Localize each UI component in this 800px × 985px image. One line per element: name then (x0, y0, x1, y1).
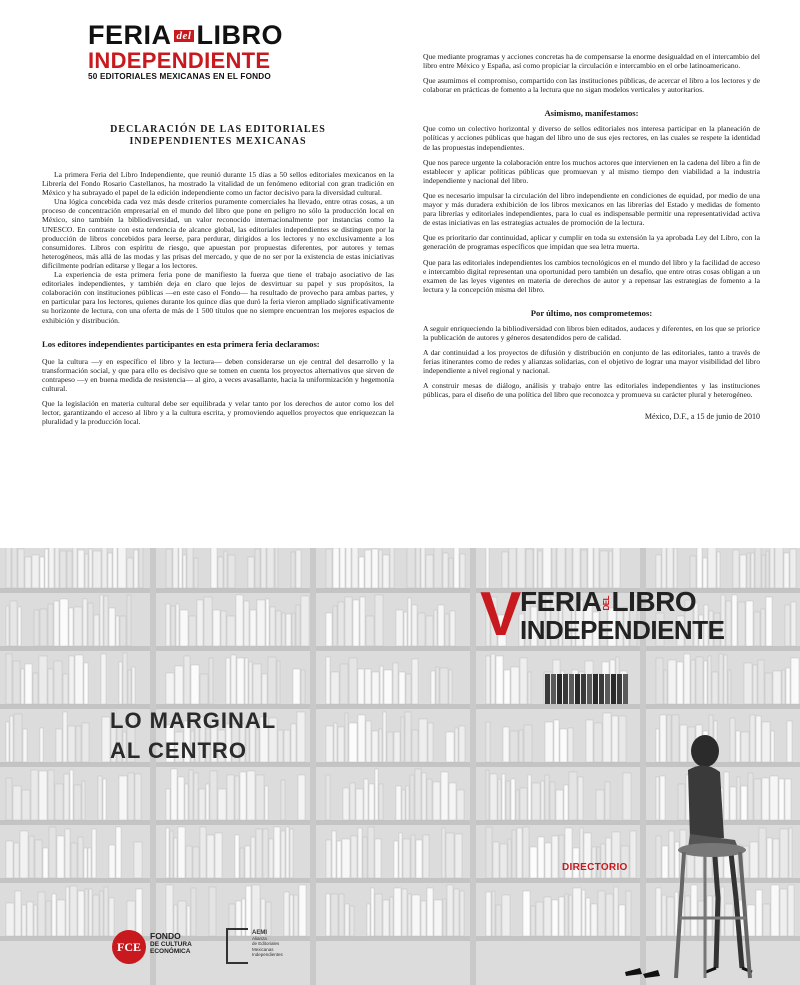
aemi-line3: de Editoriales (252, 941, 280, 947)
manifestamos-paragraph: Que es necesario impulsar la circulación del libro independiente en condiciones de equidad, por medio de una mayor y más duradera exhibición de los libros mexicanos en las librerías del Estado y medidas de fomento para librerías y editoriales independientes, para lo cual es indispensable permitir una representatividad activa de estas iniciativas en las estrategias actuales de promoción de la lectura. (423, 190, 760, 228)
roman-numeral-v: V (480, 580, 522, 649)
fair-logo-line1 (520, 588, 696, 616)
comprometemos-paragraph: A construir mesas de diálogo, análisis y trabajo entre las editoriales independientes y las instituciones públicas, para el diseño de una política del libro que reconozca y promueva su carácter plural y heterogéneo. (423, 381, 760, 400)
manifestamos-paragraph: Que como un colectivo horizontal y diverso de sellos editoriales nos interesa participar en la planeación de políticas y acciones públicas que hagan del libro uno de sus ejes rectores, en las cuales se respete la identidad de las propuestas independientes. (423, 124, 760, 152)
fair-independiente: INDEPENDIENTE (520, 615, 725, 645)
comprometemos-heading: Por último, nos comprometemos: (530, 307, 653, 318)
declaration-title-line1: DECLARACIÓN DE LAS EDITORIALES (110, 124, 326, 135)
fair-feria: FERIA (520, 586, 602, 617)
declaramos-heading: Los editores independientes participantes en esta primera feria declaramos: (42, 338, 320, 349)
right-top-paragraph: Que mediante programas y acciones concretas ha de compensarse la enorme desigualdad en el intercambio del libro entre México y España, así como propiciar la circulación e intercambio en el orbe latinoamericano. (423, 52, 760, 71)
declaramos-paragraph: Que la legislación en materia cultural debe ser equilibrada y velar tanto por los derechos de autor como los del lector, garantizando el acceso al libro y a la cultura escrita, y promoviendo aquellos proyectos que enriquezcan la pluralidad y la producción local. (42, 398, 394, 427)
aemi-wordmark (252, 930, 296, 957)
fce-line2: DE CULTURA (150, 941, 192, 948)
date-line: México, D.F., a 15 de junio de 2010 (644, 411, 760, 421)
fce-emblem-icon (112, 930, 146, 964)
fce-wordmark (150, 932, 222, 955)
fair-del: DEL (601, 596, 611, 611)
logo-libro: LIBRO (196, 20, 283, 50)
fair-libro: LIBRO (611, 586, 697, 617)
manifestamos-paragraph: Que es prioritario dar continuidad, aplicar y cumplir en toda su extensión la ya aprobada Ley del Libro, con la generación de programas específicos que impidan que sea letra muerta. (423, 233, 760, 252)
fce-line1: FONDO (150, 931, 181, 941)
fce-emblem-text: FCE (117, 940, 141, 954)
intro-paragraph: La primera Feria del Libro Independiente, que reunió durante 15 días a 50 sellos editoriales mexicanos en la Librería del Fondo Rosario Castellanos, ha mostrado la vitalidad de un fenómeno editorial con gran tradición en México y ha subrayado el papel de la edición independiente como un factor decisivo para la diversidad cultural. (42, 170, 394, 198)
logo-tagline: 50 EDITORIALES MEXICANAS EN EL FONDO (88, 72, 271, 82)
aemi-line1: AEMI (252, 930, 267, 936)
fce-line3: ECONÓMICA (150, 948, 191, 955)
declaration-title-line2: INDEPENDIENTES MEXICANAS (129, 136, 307, 147)
declaration-title (42, 124, 394, 148)
fifth-fair-logo (480, 580, 725, 652)
logo-feria: FERIA (88, 20, 172, 50)
fce-logo (112, 928, 222, 968)
declaramos-paragraph: Que la cultura —y en específico el libro y la lectura— deben considerarse un eje central del desarrollo y la transformación social, y que para ello es decisivo que se tomen en cuenta los proyectos alternativos que sirven de contrapeso —y en buena medida de resistencia— al giro, a veces avasallante, hacia la uniformización y hegemonía cultural. (42, 356, 394, 393)
poster-banner (0, 548, 800, 985)
logo-del: del (174, 30, 195, 42)
manifestamos-paragraph: Que para las editoriales independientes los cambios tecnológicos en el mundo del libro y la facilidad de acceso e intercambio digital representan una oportunidad pero también un desafío, que entre otras cosas obligan a un examen de las leyes vigentes en materia de derechos de autor y a repensar las estrategias de fomento a la lectura y la concepción misma del libro. (423, 257, 760, 294)
slogan-line2: AL CENTRO (110, 738, 247, 763)
slogan-line1: LO MARGINAL (110, 708, 277, 733)
right-top-paragraph: Que asumimos el compromiso, compartido con las instituciones públicas, de acercar el libro a los lectores y de colaborar en prácticas de fomento a la lectura que no sigan modelos verticales y autoritarios. (423, 76, 760, 95)
aemi-line5: Independientes (252, 951, 283, 957)
right-column (423, 0, 760, 548)
left-body-text (42, 170, 394, 426)
logo-independiente: INDEPENDIENTE (88, 48, 271, 74)
aemi-line4: Mexicanas (252, 946, 274, 952)
directorio-label: DIRECTORIO (562, 862, 628, 873)
aemi-emblem-icon (226, 928, 248, 964)
aemi-logo (226, 928, 296, 968)
feria-logo (88, 22, 298, 84)
manifestamos-heading: Asimismo, manifestamos: (544, 108, 639, 119)
manifestamos-paragraph: Que nos parece urgente la colaboración entre los muchos actores que intervienen en la cadena del libro a fin de establecer y aplicar políticas públicas que promuevan y al mismo tiempo den viabilidad a la industria independiente y nacional del libro. (423, 157, 761, 185)
intro-paragraph: Una lógica concebida cada vez más desde criterios puramente comerciales ha llevado, entre otras cosas, a un proceso de concentración empresarial en el mundo del libro que pone en peligro no sólo la producción local en México, sino también la bibliodiversidad, un valor reconocido internacionalmente por instancias como la UNESCO. En contraste con esta tendencia de alcance global, las editoriales independientes se distinguen por la producción de libros concebidos para leerse, para perdurar, dirigidos a los lectores y no exclusivamente a los consumidores. Libros con espíritu de riesgo, que apuestan por propuestas diferentes, por autores y temas heterogéneos, más allá de las modas y las prisas del mercado, y que de no ser por la existencia de estas iniciativas difícilmente podrían editarse y llegar a los lectores. (42, 197, 394, 270)
comprometemos-paragraph: A dar continuidad a los proyectos de difusión y distribución en conjunto de las editoriales, tanto a través de ferias itinerantes como de redes y alianzas solidarias, con el objetivo de lograr una mayor visibilidad del libro independiente a nivel regional y nacional. (423, 348, 760, 376)
slogan (110, 706, 276, 766)
left-column (42, 0, 394, 548)
comprometemos-paragraph: A seguir enriqueciendo la bibliodiversidad con libros bien editados, audaces y diferentes, en los que se priorice la publicación de autores y géneros desatendidos pero de calidad. (423, 323, 760, 342)
intro-paragraph: La experiencia de esta primera feria pone de manifiesto la fuerza que tiene el trabajo asociativo de las editoriales independientes, y también deja en claro que lejos de desvirtuar su papel y sus propósitos, la colaboración con instituciones públicas —en este caso el Fondo— ha resultado de provecho para ambas partes, y en particular para los lectores, quienes durante los quince días que duró la feria vieron ampliado significativamente su horizonte de lectura, con una oferta de más de 1 500 títulos que no siempre encuentran los mejores espacios de exhibición y distribución. (42, 270, 394, 325)
aemi-line2: Alianza (252, 936, 267, 942)
right-body-text (423, 52, 760, 422)
logo-line1 (88, 22, 298, 50)
